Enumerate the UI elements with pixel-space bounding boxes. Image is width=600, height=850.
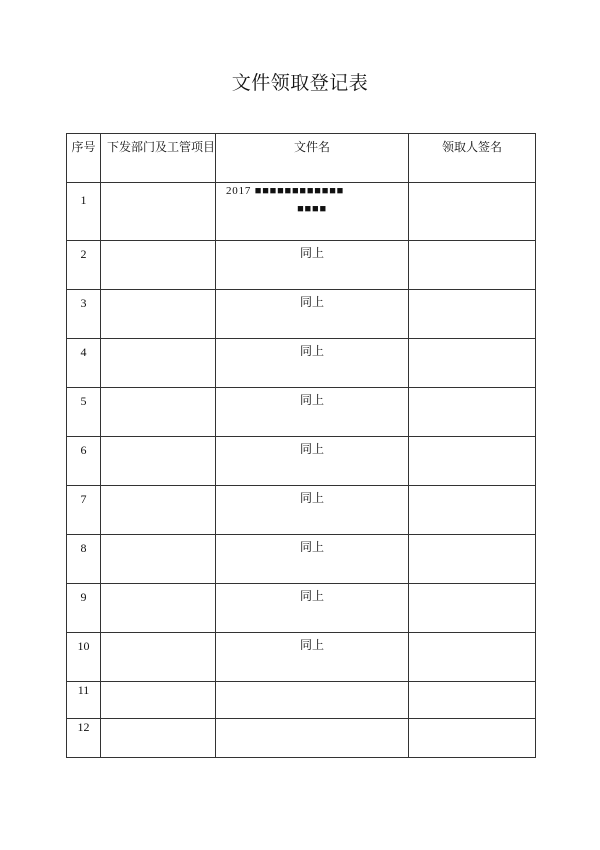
file-name-cell [216,719,409,758]
file-name-cell: 同上 [216,535,409,584]
department-cell[interactable] [101,719,216,758]
table-row [67,633,536,682]
signature-cell[interactable] [409,682,536,719]
signature-cell[interactable] [409,388,536,437]
signature-cell[interactable] [409,183,536,241]
file-name-cell [216,682,409,719]
file-name-cell: 同上 [216,241,409,290]
signature-cell[interactable] [409,719,536,758]
department-cell[interactable] [101,486,216,535]
table-row [67,584,536,633]
file-name-line2: ■■■■ [297,203,327,215]
table-row [67,388,536,437]
signature-cell[interactable] [409,486,536,535]
table-row [67,682,536,719]
signature-cell[interactable] [409,241,536,290]
table-row [67,241,536,290]
file-name-line1: 2017 ■■■■■■■■■■■■ [226,185,345,197]
file-name-cell [216,183,409,241]
file-name-cell: 同上 [216,290,409,339]
file-name-cell: 同上 [216,437,409,486]
header-file-name: 文件名 [216,134,409,183]
table-row [67,339,536,388]
signature-cell[interactable] [409,339,536,388]
file-name-cell: 同上 [216,584,409,633]
table-row [67,719,536,758]
department-cell[interactable] [101,241,216,290]
table-row [67,486,536,535]
header-index: 序号 [67,134,101,183]
header-signature: 领取人签名 [409,134,536,183]
row-index: 1 [67,183,101,241]
department-cell[interactable] [101,437,216,486]
department-cell[interactable] [101,290,216,339]
department-cell[interactable] [101,682,216,719]
row-index: 4 [67,339,101,388]
signature-cell[interactable] [409,437,536,486]
signature-cell[interactable] [409,633,536,682]
department-cell[interactable] [101,633,216,682]
signature-cell[interactable] [409,584,536,633]
header-department: 下发部门及工管项目 [101,134,216,183]
register-table [66,133,536,758]
department-cell[interactable] [101,584,216,633]
row-index: 7 [67,486,101,535]
file-name-cell: 同上 [216,633,409,682]
signature-cell[interactable] [409,290,536,339]
department-cell[interactable] [101,339,216,388]
file-name-cell: 同上 [216,486,409,535]
row-index: 12 [67,719,101,758]
table-row [67,183,536,241]
department-cell[interactable] [101,535,216,584]
file-name-cell: 同上 [216,388,409,437]
table-row [67,290,536,339]
row-index: 6 [67,437,101,486]
table-row [67,535,536,584]
header-row [67,134,536,183]
file-name-cell: 同上 [216,339,409,388]
row-index: 9 [67,584,101,633]
row-index: 10 [67,633,101,682]
table-row [67,437,536,486]
row-index: 8 [67,535,101,584]
department-cell[interactable] [101,388,216,437]
row-index: 11 [67,682,101,719]
row-index: 5 [67,388,101,437]
signature-cell[interactable] [409,535,536,584]
department-cell[interactable] [101,183,216,241]
page-title: 文件领取登记表 [231,72,369,94]
row-index: 2 [67,241,101,290]
row-index: 3 [67,290,101,339]
